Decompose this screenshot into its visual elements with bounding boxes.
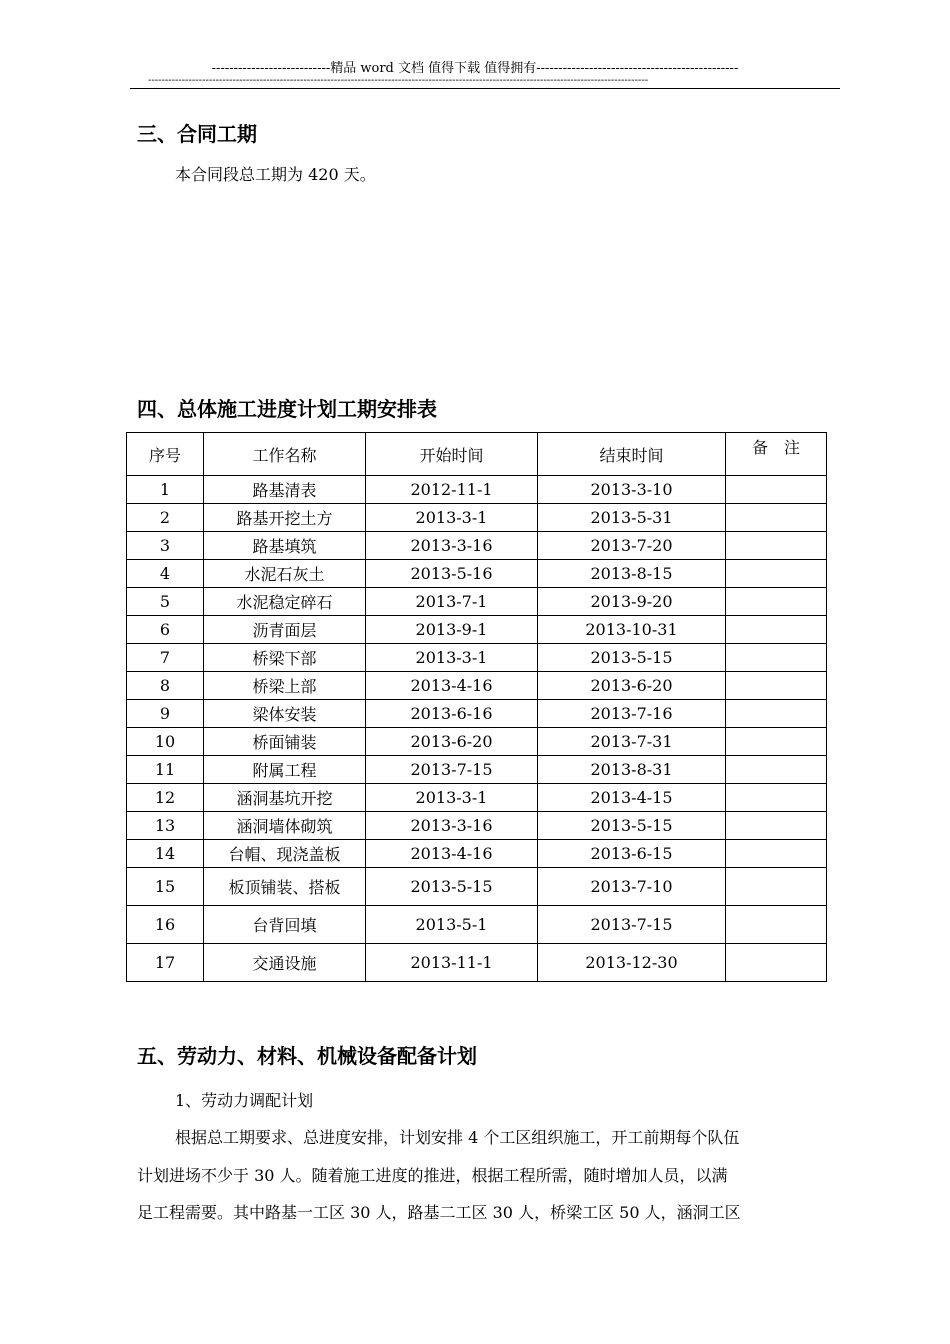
row-no: 10 [127, 728, 204, 756]
section-3-heading: 三、合同工期 [137, 122, 257, 146]
row-remark [726, 944, 827, 982]
table-row [127, 476, 827, 504]
row-end-date: 2013-8-31 [538, 756, 726, 784]
table-row [127, 868, 827, 906]
table-row [127, 616, 827, 644]
labor-plan-line-2: 计划进场不少于 30 人。随着施工进度的推进，根据工程所需，随时增加人员，以满 [137, 1166, 728, 1185]
section-5-heading: 五、劳动力、材料、机械设备配备计划 [137, 1044, 477, 1068]
row-work-name: 水泥石灰土 [204, 560, 366, 588]
row-work-name: 交通设施 [204, 944, 366, 982]
row-end-date: 2013-6-20 [538, 672, 726, 700]
row-work-name: 涵洞基坑开挖 [204, 784, 366, 812]
labor-plan-line-1: 根据总工期要求、总进度安排，计划安排 4 个工区组织施工，开工前期每个队伍 [175, 1128, 740, 1147]
row-end-date: 2013-5-15 [538, 812, 726, 840]
row-no: 15 [127, 868, 204, 906]
row-work-name: 台帽、现浇盖板 [204, 840, 366, 868]
col-header-remarks: 备 注 [726, 433, 827, 476]
row-start-date: 2013-3-16 [366, 812, 538, 840]
row-work-name: 水泥稳定碎石 [204, 588, 366, 616]
row-start-date: 2013-4-16 [366, 840, 538, 868]
col-header-start: 开始时间 [366, 433, 538, 476]
table-row [127, 532, 827, 560]
row-no: 14 [127, 840, 204, 868]
row-remark [726, 588, 827, 616]
labor-plan-line-3: 足工程需要。其中路基一工区 30 人，路基二工区 30 人，桥梁工区 50 人，涵洞工区 [137, 1203, 741, 1222]
col-header-end: 结束时间 [538, 433, 726, 476]
row-start-date: 2013-6-20 [366, 728, 538, 756]
row-remark [726, 644, 827, 672]
row-no: 11 [127, 756, 204, 784]
row-remark [726, 532, 827, 560]
row-no: 5 [127, 588, 204, 616]
contract-duration-text: 本合同段总工期为 420 天。 [175, 165, 376, 184]
row-remark [726, 560, 827, 588]
row-no: 12 [127, 784, 204, 812]
row-remark [726, 756, 827, 784]
row-no: 13 [127, 812, 204, 840]
row-start-date: 2013-9-1 [366, 616, 538, 644]
row-work-name: 路基填筑 [204, 532, 366, 560]
row-remark [726, 504, 827, 532]
table-row [127, 560, 827, 588]
row-no: 3 [127, 532, 204, 560]
row-start-date: 2013-7-1 [366, 588, 538, 616]
row-remark [726, 812, 827, 840]
row-end-date: 2013-5-15 [538, 644, 726, 672]
row-no: 2 [127, 504, 204, 532]
col-header-no: 序号 [127, 433, 204, 476]
row-end-date: 2013-9-20 [538, 588, 726, 616]
row-no: 6 [127, 616, 204, 644]
row-end-date: 2013-4-15 [538, 784, 726, 812]
row-work-name: 桥梁上部 [204, 672, 366, 700]
col-header-name: 工作名称 [204, 433, 366, 476]
row-start-date: 2013-3-1 [366, 644, 538, 672]
page-header-top: ---------------------------精品 word 文档 值得下载 值得拥有---------------------------------------------- [211, 61, 739, 76]
table-row [127, 728, 827, 756]
row-remark [726, 700, 827, 728]
row-end-date: 2013-12-30 [538, 944, 726, 982]
row-start-date: 2013-5-16 [366, 560, 538, 588]
row-start-date: 2013-5-15 [366, 868, 538, 906]
header-rule [130, 88, 840, 89]
row-end-date: 2013-3-10 [538, 476, 726, 504]
row-work-name: 沥青面层 [204, 616, 366, 644]
row-no: 4 [127, 560, 204, 588]
table-row [127, 944, 827, 982]
row-no: 8 [127, 672, 204, 700]
page-header-dashes: ---------------------------------------------------------------------------------------------------------------------------------------------------- [148, 75, 649, 86]
table-row [127, 672, 827, 700]
row-start-date: 2013-4-16 [366, 672, 538, 700]
table-row [127, 644, 827, 672]
table-row [127, 812, 827, 840]
schedule-table-body [127, 476, 827, 982]
row-remark [726, 476, 827, 504]
row-no: 17 [127, 944, 204, 982]
row-end-date: 2013-7-15 [538, 906, 726, 944]
row-work-name: 桥梁下部 [204, 644, 366, 672]
row-end-date: 2013-6-15 [538, 840, 726, 868]
row-remark [726, 616, 827, 644]
row-no: 7 [127, 644, 204, 672]
row-remark [726, 672, 827, 700]
row-end-date: 2013-7-31 [538, 728, 726, 756]
row-end-date: 2013-5-31 [538, 504, 726, 532]
table-row [127, 906, 827, 944]
row-no: 1 [127, 476, 204, 504]
row-work-name: 涵洞墙体砌筑 [204, 812, 366, 840]
row-end-date: 2013-10-31 [538, 616, 726, 644]
row-work-name: 台背回填 [204, 906, 366, 944]
row-start-date: 2012-11-1 [366, 476, 538, 504]
row-start-date: 2013-3-16 [366, 532, 538, 560]
table-header-row [127, 433, 827, 476]
section-4-heading: 四、总体施工进度计划工期安排表 [137, 397, 437, 421]
row-start-date: 2013-3-1 [366, 784, 538, 812]
row-end-date: 2013-7-16 [538, 700, 726, 728]
row-remark [726, 784, 827, 812]
table-row [127, 784, 827, 812]
table-row [127, 756, 827, 784]
row-start-date: 2013-3-1 [366, 504, 538, 532]
row-work-name: 桥面铺装 [204, 728, 366, 756]
row-no: 9 [127, 700, 204, 728]
row-remark [726, 840, 827, 868]
row-work-name: 路基开挖土方 [204, 504, 366, 532]
row-work-name: 板顶铺装、搭板 [204, 868, 366, 906]
table-row [127, 504, 827, 532]
row-start-date: 2013-5-1 [366, 906, 538, 944]
row-end-date: 2013-7-10 [538, 868, 726, 906]
row-start-date: 2013-6-16 [366, 700, 538, 728]
labor-plan-subheading: 1、劳动力调配计划 [175, 1091, 314, 1110]
row-start-date: 2013-11-1 [366, 944, 538, 982]
row-remark [726, 906, 827, 944]
table-row [127, 700, 827, 728]
row-work-name: 梁体安装 [204, 700, 366, 728]
row-start-date: 2013-7-15 [366, 756, 538, 784]
table-row [127, 588, 827, 616]
row-work-name: 路基清表 [204, 476, 366, 504]
row-end-date: 2013-8-15 [538, 560, 726, 588]
row-end-date: 2013-7-20 [538, 532, 726, 560]
row-remark [726, 728, 827, 756]
table-row [127, 840, 827, 868]
row-remark [726, 868, 827, 906]
row-no: 16 [127, 906, 204, 944]
row-work-name: 附属工程 [204, 756, 366, 784]
schedule-table [126, 432, 827, 982]
